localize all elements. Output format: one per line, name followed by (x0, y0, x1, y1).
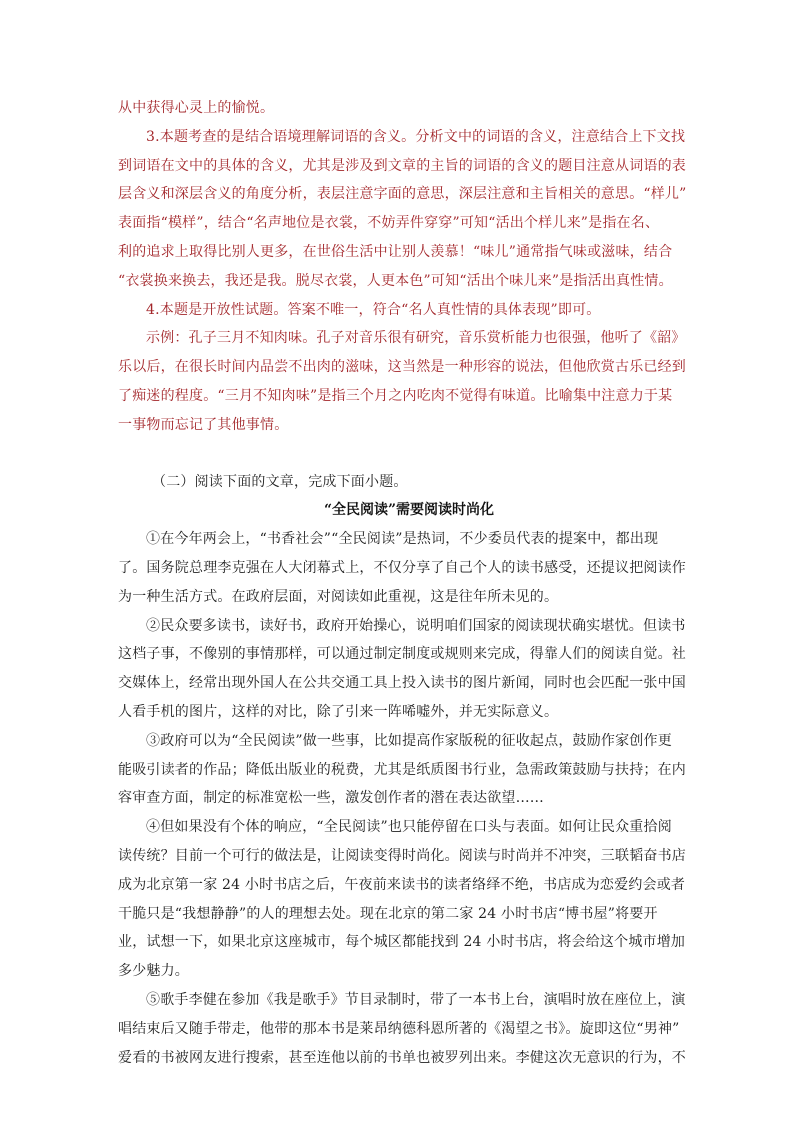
answer-line: 从中获得心灵上的愉悦。 (118, 100, 275, 116)
section-heading: （二）阅读下面的文章，完成下面小题。 (152, 473, 408, 490)
answer-line: 利的追求上取得比别人更多，在世俗生活中让别人羡慕！“味儿”通常指气味或滋味，结合 (118, 243, 673, 260)
section-spacer (118, 440, 678, 468)
reading-section (118, 468, 686, 1073)
article-line: 了。国务院总理李克强在人大闭幕式上，不仅分享了自己个人的读书感受，还提议把阅读作 (118, 559, 686, 576)
article-line: 能吸引读者的作品；降低出版业的税费，尤其是纸质图书行业，急需政策鼓励与扶持；在内 (118, 761, 686, 778)
article-line: 爱看的书被网友进行搜索，甚至连他以前的书单也被罗列出来。李健这次无意识的行为，不 (118, 1049, 686, 1066)
article-line: ④但如果没有个体的响应，“全民阅读”也只能停留在口头与表面。如何让民众重拾阅 (146, 819, 672, 836)
answer-line: 4.本题是开放性试题。答案不唯一，符合“名人真性情的具体表现”即可。 (146, 301, 601, 318)
article-line: 容审查方面，制定的标准宽松一些，激发创作者的潜在表达欲望…… (118, 790, 544, 807)
answer-line: 到词语在文中的具体的含义，尤其是涉及到文章的主旨的词语的含义的题目注意从词语的表 (118, 157, 686, 174)
answer-line: 示例：孔子三月不知肉味。孔子对音乐很有研究，音乐赏析能力也很强，他听了《韶》 (146, 330, 686, 347)
answer-line: 一事物而忘记了其他事情。 (118, 416, 289, 433)
answer-line: “衣裳换来换去，我还是我。脱尽衣裳，人更本色”可知“活出个味儿来”是指活出真性情。 (118, 272, 673, 289)
answer-line: 层含义和深层含义的角度分析，表层注意字面的意思，深层注意和主旨相关的意思。“样儿” (118, 186, 687, 203)
article-line: 干脆只是“我想静静”的人的理想去处。现在北京的第二家 24 小时书店“博书屋”将要开 (118, 905, 658, 922)
article-line: 人看手机的图片，这样的对比，除了引来一阵唏嘘外，并无实际意义。 (118, 703, 559, 720)
article-line: 这档子事，不像别的事情那样，可以通过制定制度或规则来完成，得靠人们的阅读自觉。社 (118, 646, 686, 663)
article-line: ⑤歌手李健在参加《我是歌手》节目录制时，带了一本书上台，演唱时放在座位上，演 (146, 991, 686, 1008)
article-line: ③政府可以为“全民阅读”做一些事，比如提高作家版税的征收起点，鼓励作家创作更 (146, 732, 672, 749)
article-line: 业，试想一下，如果北京这座城市，每个城区都能找到 24 小时书店，将会给这个城市增加 (118, 934, 686, 951)
article-line: 为一种生活方式。在政府层面，对阅读如此重视，这是往年所未见的。 (118, 588, 559, 605)
answer-line: 了痴迷的程度。“三月不知肉味”是指三个月之内吃肉不觉得有味道。比喻集中注意力于某 (118, 387, 673, 404)
answer-line: 表面指“模样”，结合“名声地位是衣裳，不妨弄件穿穿”可知“活出个样儿来”是指在名、 (118, 215, 660, 232)
article-line: 交媒体上，经常出现外国人在公共交通工具上投入读书的图片新闻，同时也会匹配一张中国 (118, 675, 686, 692)
article-line: 多少魅力。 (118, 963, 189, 980)
answer-section (118, 94, 687, 440)
article-line: 读传统？目前一个可行的做法是，让阅读变得时尚化。阅读与时尚并不冲突，三联韬奋书店 (118, 847, 686, 864)
article-line: 成为北京第一家 24 小时书店之后，午夜前来读书的读者络绎不绝，书店成为恋爱约会或者 (118, 876, 686, 893)
answer-line: 乐以后，在很长时间内品尝不出肉的滋味，这当然是一种形容的说法，但他欣赏古乐已经到 (118, 359, 686, 376)
article-line: ②民众要多读书，读好书，政府开始操心，说明咱们国家的阅读现状确实堪忧。但读书 (146, 617, 686, 634)
article-title: “全民阅读”需要阅读时尚化 (323, 502, 495, 519)
article-line: ①在今年两会上，“书香社会”“全民阅读”是热词，不少委员代表的提案中，都出现 (146, 531, 659, 548)
answer-line: 3.本题考查的是结合语境理解词语的含义。分析文中的词语的含义，注意结合上下文找 (146, 128, 686, 145)
document-content (118, 94, 687, 1072)
article-line: 唱结束后又随手带走，他带的那本书是莱昂纳德科恩所著的《渴望之书》。旋即这位“男神” (118, 1020, 680, 1037)
